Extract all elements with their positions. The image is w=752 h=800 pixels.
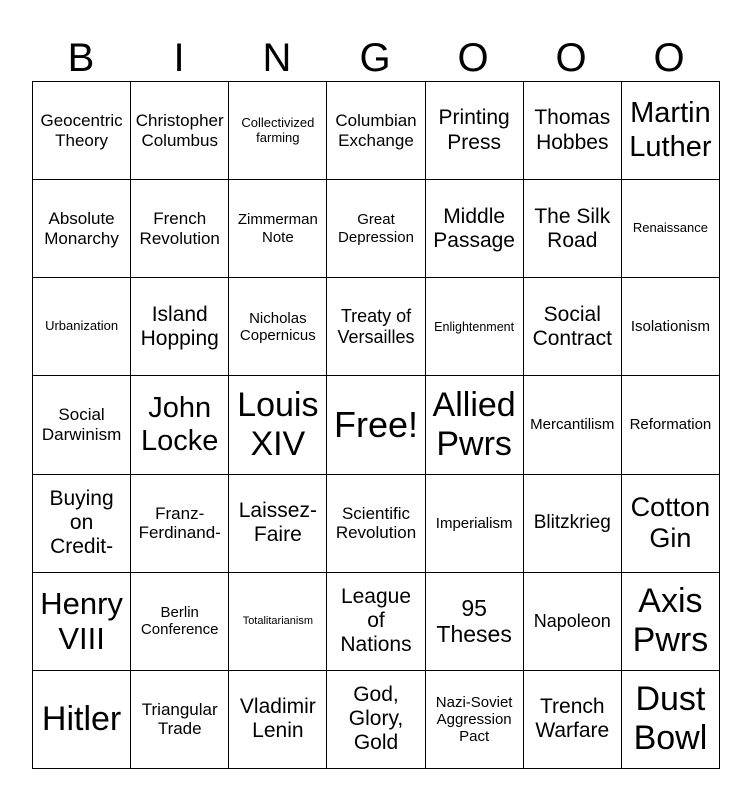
bingo-cell[interactable]: Nicholas Copernicus xyxy=(229,278,327,376)
bingo-cell[interactable]: Isolationism xyxy=(622,278,720,376)
bingo-cell[interactable]: Geocentric Theory xyxy=(33,82,131,180)
header-letter-o2: O xyxy=(555,36,587,80)
bingo-cell[interactable]: God, Glory, Gold xyxy=(327,671,425,769)
bingo-cell[interactable]: Hitler xyxy=(33,671,131,769)
bingo-cell[interactable]: John Locke xyxy=(131,376,229,474)
bingo-cell[interactable]: Scientific Revolution xyxy=(327,475,425,573)
bingo-cell[interactable]: Axis Pwrs xyxy=(622,573,720,671)
bingo-cell[interactable]: Great Depression xyxy=(327,180,425,278)
bingo-cell[interactable]: Franz-Ferdinand- xyxy=(131,475,229,573)
bingo-cell[interactable]: Social Darwinism xyxy=(33,376,131,474)
bingo-cell[interactable]: Totalitarianism xyxy=(229,573,327,671)
header-letter-i: I xyxy=(173,36,185,80)
bingo-cell[interactable]: 95 Theses xyxy=(426,573,524,671)
bingo-cell[interactable]: Vladimir Lenin xyxy=(229,671,327,769)
bingo-cell[interactable]: Henry VIII xyxy=(33,573,131,671)
bingo-cell[interactable]: Buying on Credit- xyxy=(33,475,131,573)
bingo-cell[interactable]: Laissez-Faire xyxy=(229,475,327,573)
free-space[interactable]: Free! xyxy=(327,376,425,474)
bingo-cell[interactable]: Christopher Columbus xyxy=(131,82,229,180)
bingo-cell[interactable]: Triangular Trade xyxy=(131,671,229,769)
bingo-cell[interactable]: Absolute Monarchy xyxy=(33,180,131,278)
bingo-cell[interactable]: Reformation xyxy=(622,376,720,474)
bingo-cell[interactable]: Berlin Conference xyxy=(131,573,229,671)
bingo-cell[interactable]: Thomas Hobbes xyxy=(524,82,622,180)
bingo-cell[interactable]: Napoleon xyxy=(524,573,622,671)
bingo-cell[interactable]: Island Hopping xyxy=(131,278,229,376)
bingo-board xyxy=(32,81,720,769)
bingo-cell[interactable]: Printing Press xyxy=(426,82,524,180)
bingo-cell[interactable]: League of Nations xyxy=(327,573,425,671)
bingo-cell[interactable]: Allied Pwrs xyxy=(426,376,524,474)
bingo-cell[interactable]: Imperialism xyxy=(426,475,524,573)
bingo-cell[interactable]: Zimmerman Note xyxy=(229,180,327,278)
header-letter-o1: O xyxy=(457,36,489,80)
bingo-cell[interactable]: Martin Luther xyxy=(622,82,720,180)
bingo-cell[interactable]: French Revolution xyxy=(131,180,229,278)
bingo-cell[interactable]: Middle Passage xyxy=(426,180,524,278)
bingo-cell[interactable]: Mercantilism xyxy=(524,376,622,474)
bingo-cell[interactable]: Trench Warfare xyxy=(524,671,622,769)
header-letter-n: N xyxy=(262,36,292,80)
bingo-cell[interactable]: Renaissance xyxy=(622,180,720,278)
bingo-header xyxy=(32,32,718,82)
bingo-cell[interactable]: Collectivized farming xyxy=(229,82,327,180)
bingo-cell[interactable]: Nazi-Soviet Aggression Pact xyxy=(426,671,524,769)
bingo-cell[interactable]: Blitzkrieg xyxy=(524,475,622,573)
bingo-cell[interactable]: Social Contract xyxy=(524,278,622,376)
bingo-cell[interactable]: Treaty of Versailles xyxy=(327,278,425,376)
header-letter-g: G xyxy=(359,36,391,80)
bingo-cell[interactable]: Columbian Exchange xyxy=(327,82,425,180)
header-letter-o3: O xyxy=(653,36,685,80)
bingo-cell[interactable]: The Silk Road xyxy=(524,180,622,278)
bingo-cell[interactable]: Urbanization xyxy=(33,278,131,376)
bingo-cell[interactable]: Dust Bowl xyxy=(622,671,720,769)
bingo-cell[interactable]: Cotton Gin xyxy=(622,475,720,573)
header-letter-b: B xyxy=(67,36,95,80)
bingo-cell[interactable]: Enlightenment xyxy=(426,278,524,376)
bingo-cell[interactable]: Louis XIV xyxy=(229,376,327,474)
